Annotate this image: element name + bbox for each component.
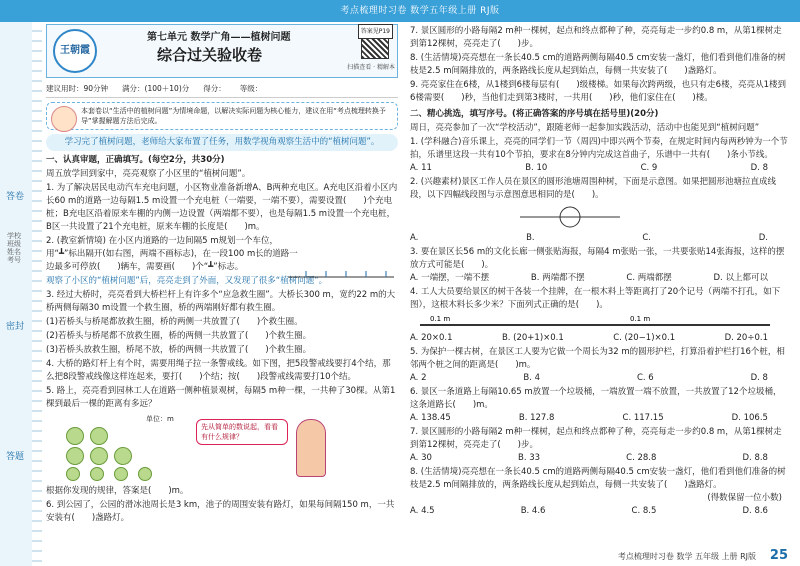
page-title: 综合过关验收卷: [157, 46, 263, 64]
mc-7-options: [410, 452, 788, 465]
question-9: 9. 亮亮家住在6楼，从1楼到6楼每层有( )级楼梯。如果每次跨两级，也只有走6楼，亮亮从1楼到6楼需要( )秒，当他们走到第3楼时，一共用( )秒，他们家住在( )楼。: [410, 80, 786, 103]
speech-bubble: 先从简单的数说起，看看有什么规律？: [196, 419, 288, 445]
tree-figure: [46, 413, 398, 483]
option-c[interactable]: C. 两端都摆: [626, 273, 672, 283]
mc-4-options: [410, 332, 788, 345]
question-1: 1. 为了解决居民电动汽车充电问题，小区物业准备新增A、B两种充电区。A充电区沿着小区内长60 m的道路一边每隔1.5 m设置一个充电桩（一端要，一端不要），需要设置( )个充电桩；B充电区沿着原来车棚的内侧一边设置（两端都不要），也是每隔1.5 m设置一个充电桩，B区一共设置了21个充电桩，原来车棚的长度是( )m。: [46, 183, 398, 232]
wood-diagram: [410, 313, 788, 331]
option-c[interactable]: C.: [642, 233, 651, 243]
note-text: 本套卷以“生活中的植树问题”为情境命题，以解决实际问题为核心能力，建议在用“考点梳理转换予导”掌握解题方法后完成。: [81, 107, 386, 125]
option-d[interactable]: D. 8.6: [742, 506, 768, 516]
option-b[interactable]: B.: [526, 233, 535, 243]
instruction-note: [46, 102, 398, 130]
student-figure-icon: [296, 419, 326, 477]
meta-row: [46, 82, 398, 98]
mc-question-7: 7. 景区圆形的小路每隔2 m种一棵树，起点和终点都种了种，亮亮每走一步约0.8 m，从第1棵树走到第12棵树，亮亮走了( )步。: [410, 427, 782, 450]
option-b[interactable]: B. 4: [523, 373, 541, 383]
option-d[interactable]: D. 8: [750, 373, 768, 383]
binding-sidebar: [0, 22, 33, 566]
sidebar-vertical-text: 学校 班级 姓名 考号: [7, 232, 21, 264]
unit-title: 第七单元 数学广角——植树问题: [147, 32, 291, 43]
option-d[interactable]: D. 20÷0.1: [724, 333, 768, 343]
option-b[interactable]: B. 33: [517, 453, 541, 463]
option-d[interactable]: D. 8: [750, 163, 768, 173]
mc-question-6: 6. 景区一条道路上每隔10.65 m放置一个垃圾桶，一端放置一端不放置，一共放置了12个垃圾桶，这条道路长( )m。: [410, 387, 782, 410]
mc-5-options: [410, 372, 788, 385]
worksheet-header: [46, 24, 398, 78]
question-7: 7. 景区圆形的小路每隔2 m种一棵树，起点和终点都种了种，亮亮每走一步约0.8 m，从第1棵树走到第12棵树，亮亮走了( )步。: [410, 26, 782, 49]
left-column: [46, 24, 398, 525]
question-3: 3. 经过大桥时，亮亮看到大桥栏杆上有许多个“应急救生圈”。大桥长300 m，宽约22 m的大桥两侧每隔30 m设置一个救生圈，桥的两端刚好都有救生圈。: [46, 290, 396, 313]
option-a[interactable]: A. 2: [410, 373, 427, 383]
teacher-avatar-icon: [51, 106, 77, 132]
page-number: 25: [769, 548, 788, 563]
option-a[interactable]: A. 30: [410, 453, 432, 463]
mc-3-options: [410, 272, 788, 285]
option-d[interactable]: D. 106.5: [731, 413, 768, 423]
question-3-3: (3)若桥头放救生圈，桥尾不放，桥的两侧一共放置了( )个救生圈。: [46, 345, 312, 355]
option-b[interactable]: B. 4.6: [520, 506, 546, 516]
option-a[interactable]: A. 20×0.1: [410, 333, 453, 343]
mc-6-options: [410, 412, 788, 425]
tree-icon: [66, 427, 84, 445]
option-a[interactable]: A. 11: [410, 163, 432, 173]
tree-icon: [66, 447, 84, 465]
tree-icon: [138, 467, 152, 481]
mc-1-options: [410, 162, 788, 175]
tree-icon: [114, 447, 132, 465]
question-6: 6. 到公园了，公园的滑冰池周长是3 km，池子的周围安装有路灯，如果每间隔150 m，一共安装有( )盏路灯。: [46, 500, 395, 523]
segment-label: 0.1 m: [430, 315, 451, 323]
level-field: 等级：: [239, 84, 263, 93]
tree-unit-label: 单位：m: [146, 415, 174, 423]
section-1-title: 一、认真审题，正确填写。(每空2分，共30分): [46, 155, 225, 165]
mc-question-3: 3. 要在景区长56 m的文化长廊一侧张贴海报，每隔4 m张贴一张，一共要张贴14张海报，这样的摆放方式可能是( )。: [410, 247, 785, 270]
option-c[interactable]: C. (20−1)×0.1: [613, 333, 676, 343]
mc-8-note: (得数保留一位小数): [707, 493, 782, 503]
segment-label: 0.1 m: [630, 315, 651, 323]
sidebar-tag-3: 答题: [5, 452, 24, 462]
binding-rings: [32, 22, 42, 566]
option-c[interactable]: C. 6: [636, 373, 654, 383]
mc-question-8: 8. (生活情境)亮亮想在一条长40.5 cm的道路两侧每隔40.5 cm安装一盏灯，他们看到他们准备的树枝是2.5 m间隔排放的，两条路线长度从起到始点，每侧一共安装了( )盏路灯。: [410, 467, 786, 490]
option-c[interactable]: C. 28.8: [626, 453, 657, 463]
task-slogan: 学习完了植树问题，老师给大家布置了任务，用数学视角观察生活中的“植树问题”。: [46, 134, 398, 151]
question-4: 4. 大桥的路灯杆上有个时，需要用绳子拉一条警戒线。如下图，把5段警戒线要打4个结，那么把8段警戒线像这样连起来，要打( )个结；按( )段警戒线需要打10个结。: [46, 359, 391, 382]
tree-icon: [90, 467, 104, 481]
option-d[interactable]: D. 以上都可以: [713, 273, 768, 283]
section-2-title: 二、精心挑选，填写序号。(将正确答案的序号填在括号里)(20分): [410, 109, 659, 119]
tree-icon: [90, 427, 108, 445]
option-c[interactable]: C. 117.15: [622, 413, 664, 423]
option-b[interactable]: B. (20+1)×0.1: [501, 333, 564, 343]
mc-question-1: 1. (学科融合)音乐课上，亮亮的同学们一节（周四)中即兴两个节奏，在规定时间内每两秒钟为一个节拍，乐谱里这段一共有10个节拍，要求在8分钟内完成这首曲子，乐谱中一共有( )条小节线。: [410, 137, 788, 160]
sidebar-tag-1: 答卷: [5, 192, 24, 202]
section-2-intro: 周日，亮亮参加了一次“学校活动”，跟随老师一起参加实践活动，活动中也能见到“植树问题”: [410, 123, 760, 133]
qr-label: 扫描查看 · 精解本: [347, 64, 395, 71]
score-field: 得分：: [203, 84, 226, 93]
mc-question-4: 4. 工人大员要给景区的树干各装一个挂牌，在一根木料上等距离打了20个记号（两端不打孔，如下图），这根木料长多少米？下面列式正确的是( )。: [410, 287, 781, 310]
question-5-answer: 根据你发现的规律，答案是( )m。: [46, 486, 189, 496]
option-c[interactable]: C. 9: [640, 163, 658, 173]
mc-question-5: 5. 为保护一棵古树，在景区工人要为它做一个周长为32 m的圆形护栏，打算沿着护栏打16个桩，相邻两个桩之间的距离是( )m。: [410, 347, 785, 370]
brand-logo: 王朝霞: [53, 29, 97, 73]
option-b[interactable]: B. 两端都不摆: [530, 273, 585, 283]
tree-icon: [114, 467, 128, 481]
parking-marker-figure: [286, 267, 396, 287]
tree-icon: [90, 447, 108, 465]
mc-2-options: [410, 232, 788, 245]
option-a[interactable]: A. 138.45: [410, 413, 451, 423]
question-8: 8. (生活情境)亮亮想在一条长40.5 cm的道路两侧每隔40.5 cm安装一盏灯，他们看到他们准备的树枝是2.5 m间隔排放的，两条路线长度从起到始点，每侧一共安装了( )盏路灯。: [410, 53, 786, 76]
top-banner: [0, 0, 800, 22]
page-footer: 考点梳理时习卷 数学 五年级 上册 RJ版: [617, 552, 756, 561]
pond-figure-svg: [410, 203, 780, 231]
question-5: 5. 路上，亮亮看到园林工人在道路一侧种植景观树，每隔5 m种一棵，一共种了30棵。从第1棵到最后一棵的距离有多远？: [46, 386, 396, 409]
option-a[interactable]: A. 4.5: [410, 506, 435, 516]
question-3-2: (2)若桥头与桥尾都不放救生圈，桥的两侧一共放置了( )个救生圈。: [46, 331, 312, 341]
mc-8-options: [410, 505, 788, 518]
answer-reference: 答案见P19: [358, 24, 393, 39]
banner-text: 考点梳理时习卷 数学五年级上册 RJ版: [340, 6, 500, 16]
time-suggestion: 建议用时：90分钟: [46, 84, 109, 93]
question-2: 2. (教室新情境) 在小区内道路的一边间隔5 m规划一个车位，用“┻”标出隔开(如右图，两端不画标志)，在一段100 m长的道路一边最多可停放( )辆车，需要画( )个“┻”标志。: [46, 236, 298, 272]
option-a[interactable]: A.: [410, 233, 419, 243]
option-b[interactable]: B. 127.8: [518, 413, 555, 423]
question-3-1: (1)若桥头与桥尾都放救生圈，桥的两侧一共放置了( )个救生圈。: [46, 317, 303, 327]
pond-diagram: [410, 203, 788, 231]
sidebar-tag-2: 密封: [5, 322, 24, 332]
right-column: [410, 24, 788, 518]
mc-question-2: 2. (兴趣素材)景区工作人员在景区的圆形池塘周围种树，下面是示意图。如果把圆形池塘拉直成线段，以下四幅线段图与示意图意思相同的是( )。: [410, 177, 776, 200]
section-1-intro: 周五放学回到家中，亮亮观察了小区里的“植树问题”。: [46, 169, 251, 179]
wood-figure-svg: [410, 313, 780, 331]
tree-icon: [66, 467, 80, 481]
option-b[interactable]: B. 10: [525, 163, 548, 173]
option-d[interactable]: D.: [758, 233, 768, 243]
transition-text: 观察了小区的“植树问题”后，亮亮走到了外面，又发现了很多“植树问题”。: [46, 276, 328, 286]
full-score: 满分：(100＋10)分: [122, 84, 190, 93]
option-d[interactable]: D. 8.8: [742, 453, 768, 463]
option-c[interactable]: C. 8.5: [631, 506, 657, 516]
option-a[interactable]: A. 一端摆，一端不摆: [410, 273, 490, 283]
